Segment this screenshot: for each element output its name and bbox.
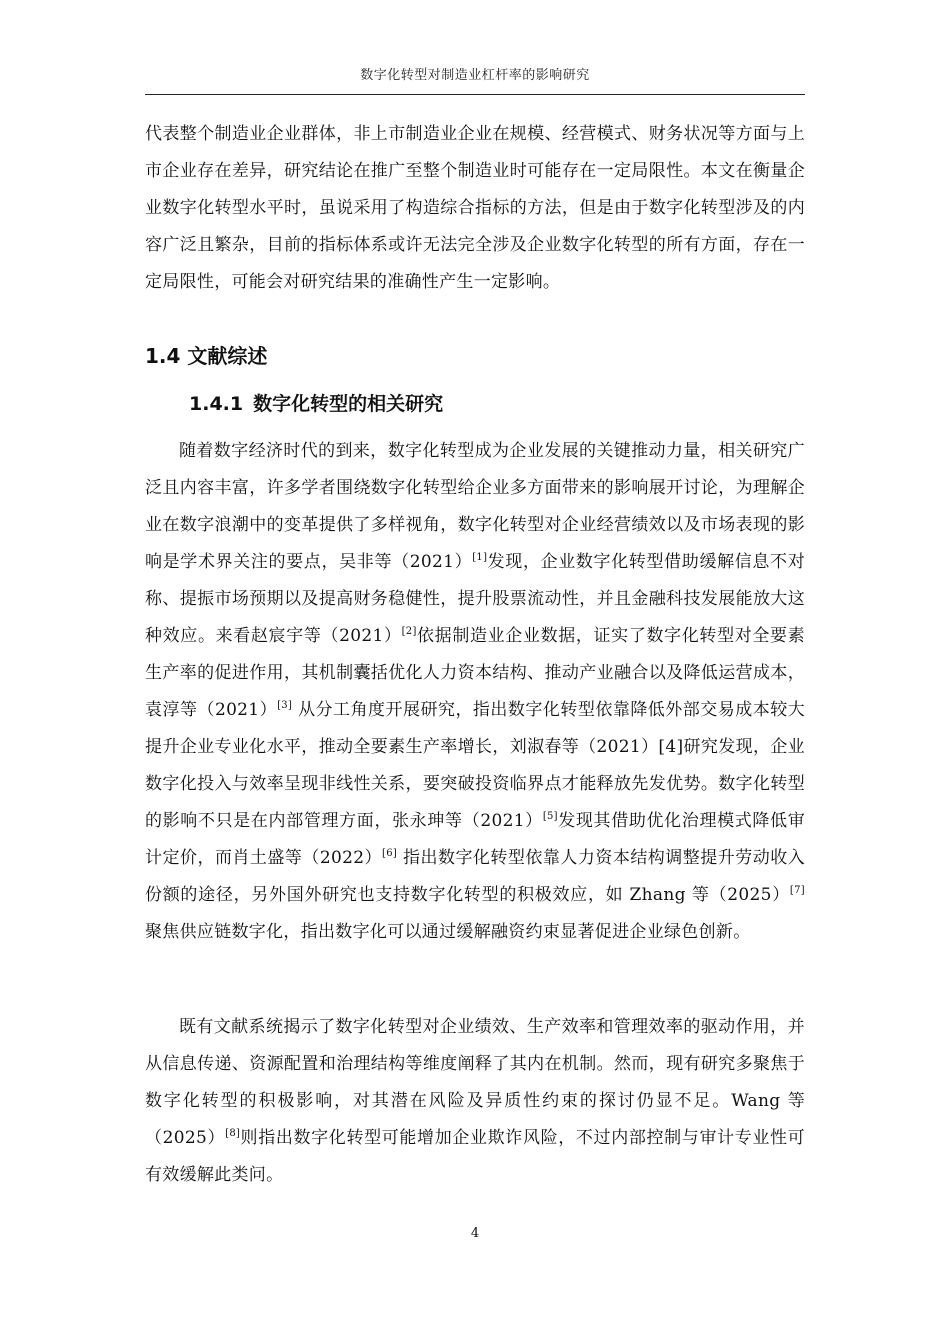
text-run: 发现其借助优化治理模式降低审计定价，而肖土盛等（2022） <box>145 811 805 868</box>
literature-paragraph-2 <box>145 1009 805 1194</box>
text-run: 则指出数字化转型可能增加企业欺诈风险，不过内部控制与审计专业性可有效缓解此类问。 <box>145 1128 805 1185</box>
paragraph-continued: 代表整个制造业企业群体，非上市制造业企业在规模、经营模式、财务状况等方面与上市企业存在差异，研究结论在推广至整个制造业时可能存在一定局限性。本文在衡量企业数字化转型水平时，虽说采用了构造综合指标的方法，但是由于数字化转型涉及的内容广泛且繁杂，目前的指标体系或许无法完全涉及企业数字化转型的所有方面，存在一定局限性，可能会对研究结果的准确性产生一定影响。 <box>145 124 805 292</box>
page-number: 4 <box>470 1226 480 1241</box>
text-run: 发现，企业数字化转型借助缓解信息不对称、提振市场预期以及提高财务稳健性，提升股票流动性，并且金融科技发展能放大这种效应。来看赵宸宇等（2021） <box>145 552 805 646</box>
text-run: 随着数字经济时代的到来，数字化转型成为企业发展的关键推动力量，相关研究广泛且内容丰富，许多学者围绕数字化转型给企业多方面带来的影响展开讨论，为理解企业在数字浪潮中的变革提供了多样视角，数字化转型对企业经营绩效以及市场表现的影响是学术界关注的要点，吴非等（2021） <box>145 441 805 572</box>
running-header: 数字化转型对制造业杠杆率的影响研究 <box>360 68 590 83</box>
text-run: 既有文献系统揭示了数字化转型对企业绩效、生产效率和管理效率的驱动作用，并从信息传递、资源配置和治理结构等维度阐释了其内在机制。然而，现有研究多聚焦于数字化转型的积极影响，对其潜在风险及异质性约束的探讨仍显不足。Wang 等（2025） <box>145 1017 805 1148</box>
header-rule <box>145 94 805 95</box>
citation-ref-2[interactable]: [2] <box>401 626 417 637</box>
citation-ref-7[interactable]: [7] <box>789 885 805 896</box>
citation-ref-5[interactable]: [5] <box>542 811 558 822</box>
subsection-number: 1.4.1 <box>189 393 244 415</box>
section-heading: 1.4 文献综述 <box>145 344 268 368</box>
citation-ref-3[interactable]: [3] <box>277 700 293 711</box>
citation-ref-8[interactable]: [8] <box>225 1128 241 1139</box>
text-run: 聚焦供应链数字化，指出数字化可以通过缓解融资约束显著促进企业绿色创新。 <box>145 922 751 942</box>
citation-ref-1[interactable]: [1] <box>472 552 488 563</box>
subsection-title: 数字化转型的相关研究 <box>253 393 444 415</box>
literature-paragraph-1 <box>145 433 805 951</box>
text-run: 从分工角度开展研究，指出数字化转型依靠降低外部交易成本较大提升企业专业化水平，推动全要素生产率增长，刘淑春等（2021）[4]研究发现，企业数字化投入与效率呈现非线性关系，要突破投资临界点才能释放先发优势。数字化转型的影响不只是在内部管理方面，张永珅等（2021） <box>145 700 805 831</box>
citation-ref-6[interactable]: [6] <box>382 848 398 859</box>
text-run: 依据制造业企业数据，证实了数字化转型对全要素生产率的促进作用，其机制囊括优化人力资本结构、推动产业融合以及降低运营成本，袁淳等（2021） <box>145 626 805 720</box>
subsection-heading <box>189 389 443 416</box>
text-run: 指出数字化转型依靠人力资本结构调整提升劳动收入份额的途径，另外国外研究也支持数字化转型的积极效应，如 Zhang 等（2025） <box>145 848 805 905</box>
